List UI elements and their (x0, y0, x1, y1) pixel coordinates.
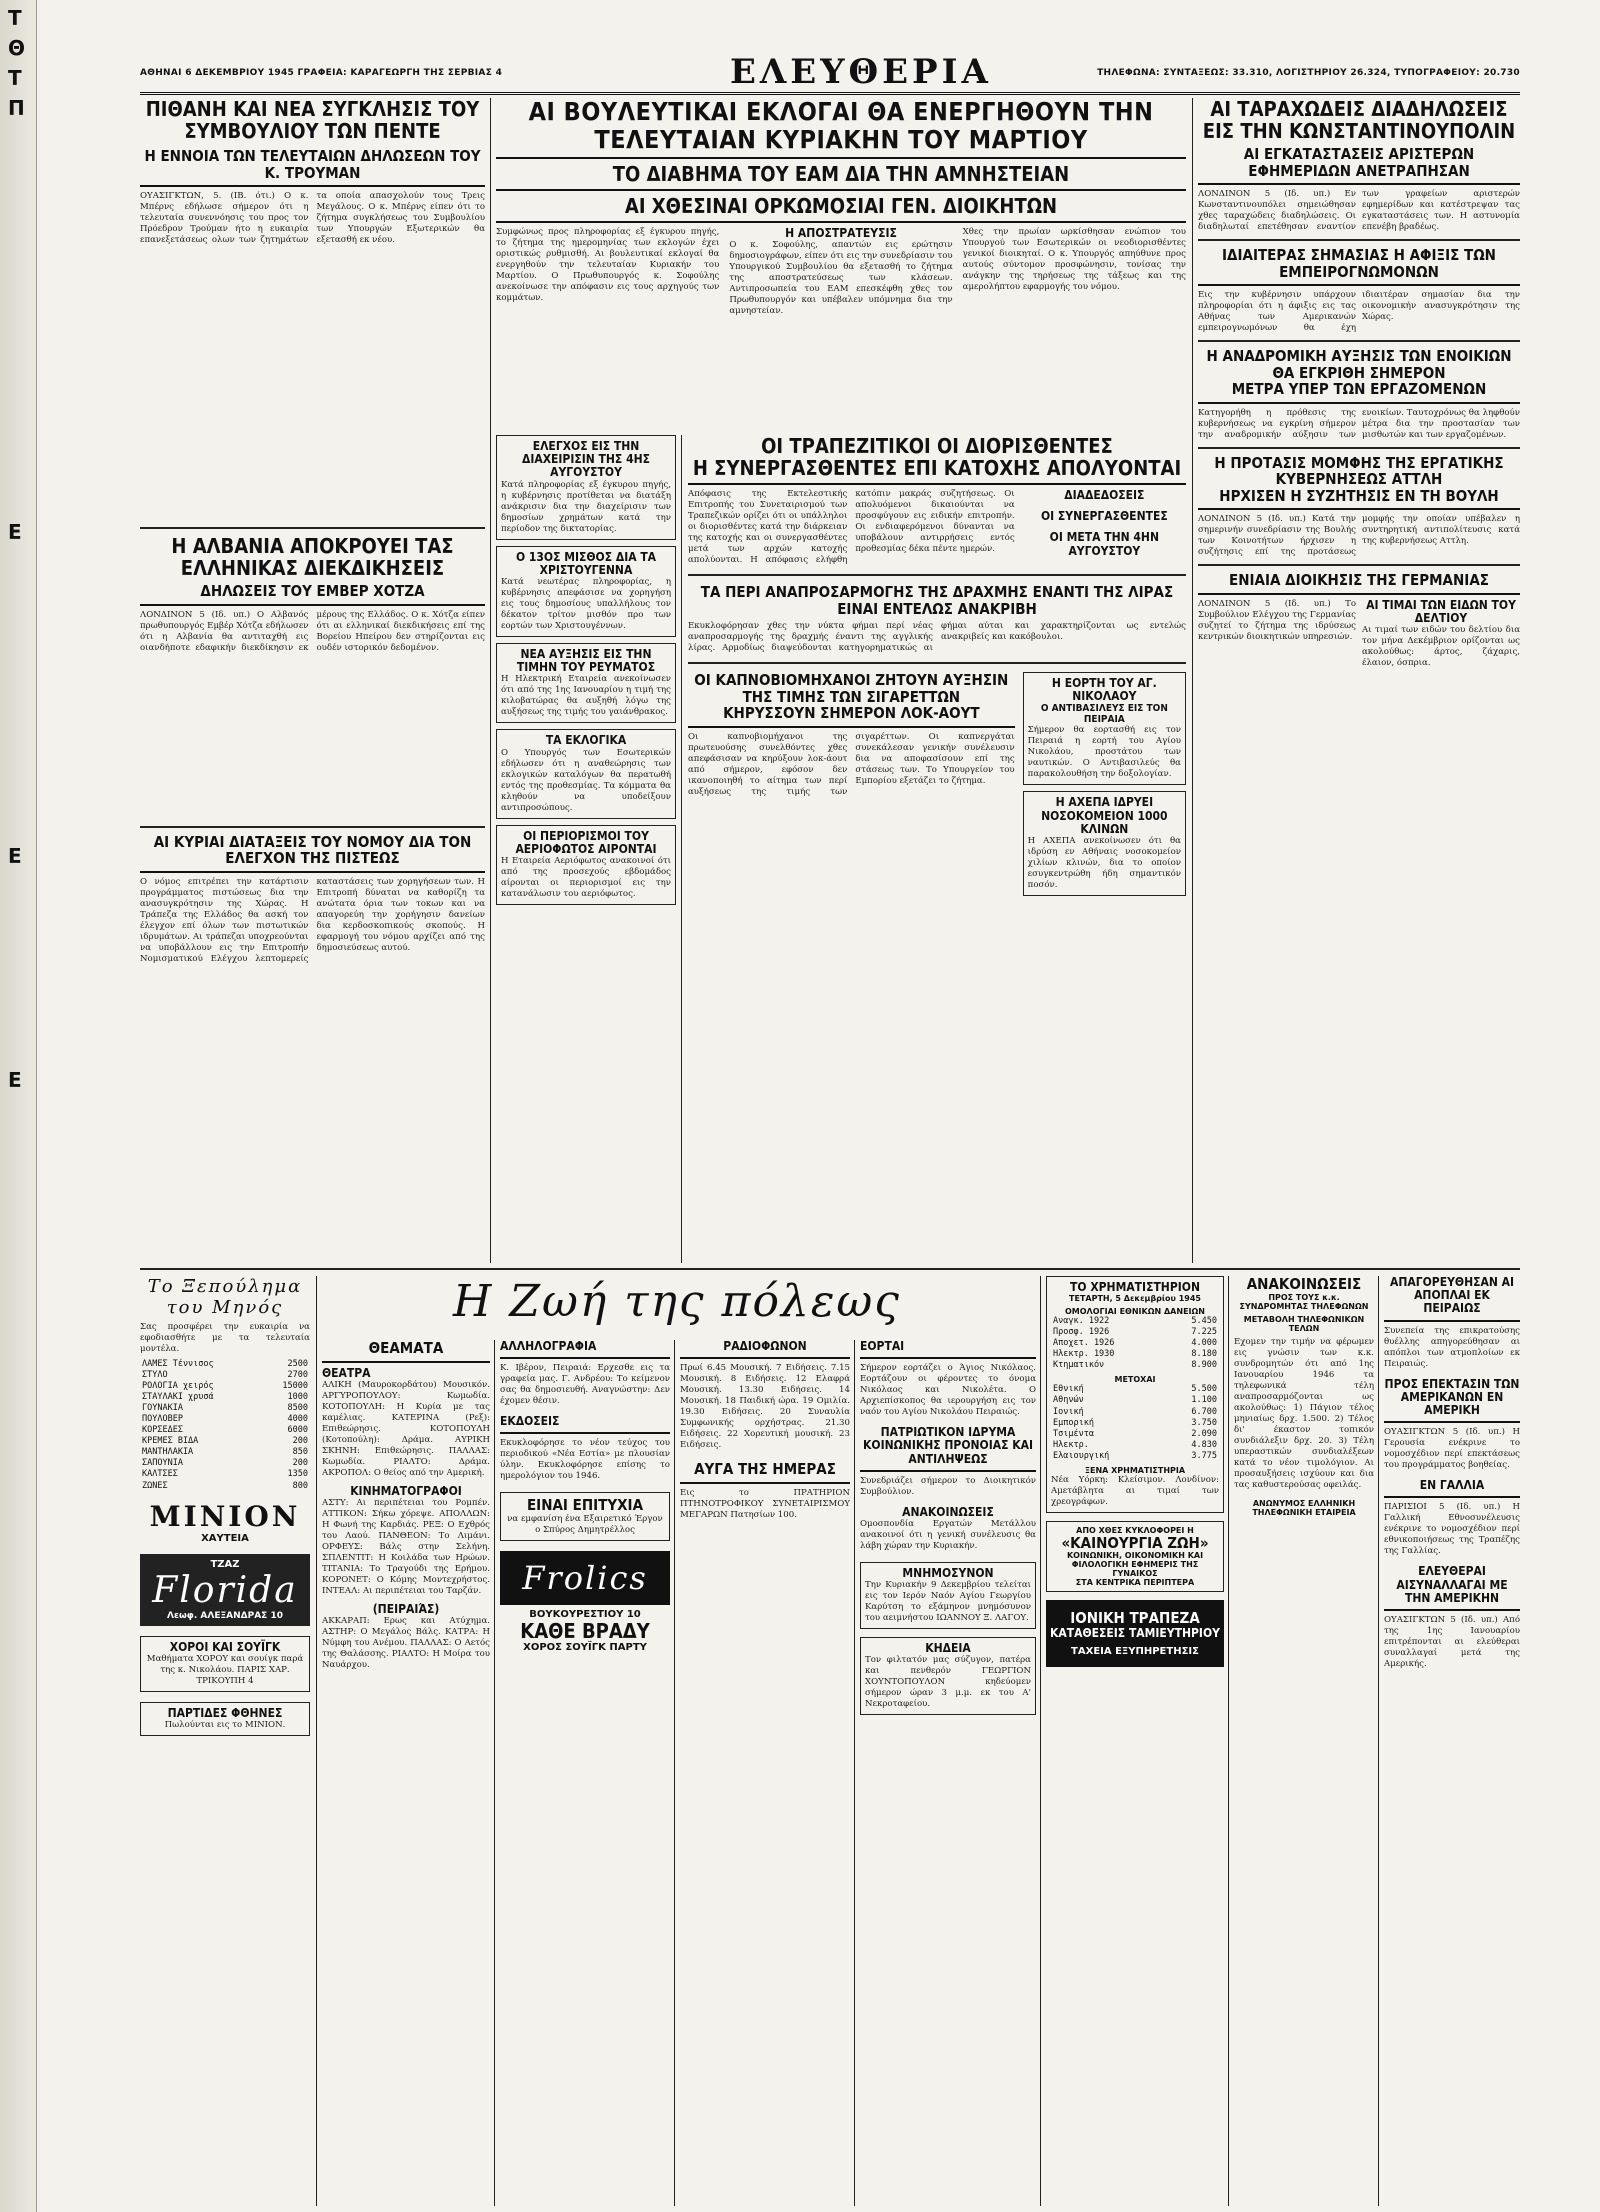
strip-letter: Ε (8, 1068, 22, 1092)
divider (140, 826, 485, 828)
column-rule (494, 1340, 495, 2206)
women-paper-title: «ΚΑΙΝΟΥΡΓΙΑ ΖΩΗ» (1061, 1533, 1209, 1552)
divider (688, 574, 1186, 576)
telephone-company: ΑΝΩΝΥΜΟΣ ΕΛΛΗΝΙΚΗ ΤΗΛΕΦΩΝΙΚΗ ΕΤΑΙΡΕΙΑ (1252, 1498, 1356, 1517)
share-row-label: Ηλεκτρ. (1053, 1439, 1089, 1450)
article-tobacco: Οι καπνοβιομήχανοι της πρωτευούσης συνελθόντες χθες απεφάσισαν να κηρύξουν λοκ-άουτ από σήμερον, εφόσον δεν ικανοποιηθή το αίτημα των περί αυξήσεως της τιμής των σιγαρέττων. Οι καπνεργάται συνεκάλεσαν γενικήν συνέλευσιν δια να αποφασίσουν επί της στάσεως των. Το Υπουργείον του Εμπορίου εξετάζει το ζήτημα. (688, 731, 1015, 797)
article-piraeus-sailings: Συνεπεία της επικρατούσης θυέλλης απηγορεύθησαν αι απόπλοι των ατμοπλοίων εκ Πειραιώς. (1384, 1325, 1520, 1369)
price-row-label: ΛΑΜΕΣ Τέννισος (142, 1359, 214, 1369)
bonds-heading: ΟΜΟΛΟΓΙΑΙ ΕΘΝΙΚΩΝ ΔΑΝΕΙΩΝ (1064, 1307, 1205, 1317)
dance-lessons-text: Μαθήματα ΧΟΡΟΥ και σουίγκ παρά της κ. Νικολάου. ΠΑΡΙΣ ΧΑΡ. ΤΡΙΚΟΥΠΗ 4 (146, 1653, 304, 1686)
article-albania: ΛΟΝΔΙΝΟΝ 5 (Ιδ. υπ.) Ο Αλβανός πρωθυπουργός Εμβέρ Χότζα εδήλωσεν ότι η Αλβανία θα αντιταχθή εις οιανδήποτε εδαφικήν διεκδίκησιν εκ μέρους της Ελλάδος. Ο κ. Χότζα είπεν ότι αι ελληνικαί διεκδικήσεις επί της Βορείου Ηπείρου δεν στηρίζονται εις ουδέν ιστορικόν δεδομένον. (140, 609, 485, 653)
radio-schedule: Πρωί 6.45 Μουσική. 7 Ειδήσεις. 7.15 Μουσική. 8 Ειδήσεις. 12 Ελαφρά Μουσική. 13.30 Ειδήσεις. 14 Μουσική. 18 Παιδική ώρα. 19 Ομιλία. 19.30 Ειδήσεις. 20 Συναυλία Συμφωνικής ορχήστρας. 21.30 Ειδήσεις. 22 Χορευτική μουσική. 23 Ειδήσεις. (680, 1363, 850, 1451)
box-elections-text: Ο Υπουργός των Εσωτερικών εδήλωσεν ότι η αναθεώρησις των εκλογικών καταλόγων θα περατωθή εντός της προθεσμίας. Τα κόμματα θα κληθούν να υποδείξουν αντιπροσώπους. (501, 747, 671, 813)
column-right (1198, 98, 1520, 1263)
article-demobilization: Ο κ. Σοφούλης, απαντών εις ερώτησιν δημοσιογράφων, είπεν ότι εις την συνεδρίασιν του Υπουργικού Συμβουλίου θα εξετασθή το ζήτημα της αποστρατεύσεως των κλάσεων. Αντιπροσωπεία του ΕΑΜ επεσκέφθη χθες τον Πρωθυπουργόν και υπέβαλεν υπόμνημα δια την αμνηστείαν. (729, 240, 953, 317)
masthead (140, 52, 1520, 95)
box-13th-salary-text: Κατά νεωτέρας πληροφορίας, η κυβέρνησις απεφάσισε να χορηγήση εις τους δημοσίους υπαλλήλους τον δέκατον τρίτον μισθόν προ των εορτών των Χριστουγέννων. (501, 576, 671, 631)
price-row-label: ΡΟΛΟΓΙΑ χειρός (142, 1381, 214, 1392)
newspaper-title: ΕΛΕΥΘΕΡΙΑ (730, 52, 992, 92)
success-ad (500, 1492, 670, 1541)
share-row (1051, 1429, 1219, 1440)
subheadline-lockout: ΚΗΡΥΣΣΟΥΝ ΣΗΜΕΡΟΝ ΛΟΚ-ΑΟΥΤ (688, 705, 1015, 728)
memorial-text: Την Κυριακήν 9 Δεκεμβρίου τελείται εις τον Ιερόν Ναόν Αγίου Γεωργίου Καρύτση το εξάμηνον μνημόσυνον του αειμνήστου ΙΩΑΝΝΟΥ Ξ. ΛΑΓΟΥ. (865, 1580, 1031, 1624)
headline-free-trade: ΕΛΕΥΘΕΡΑΙ ΑΙΣΥΝΑΛΛΑΓΑΙ ΜΕ ΤΗΝ ΑΜΕΡΙΚΗΝ (1384, 1565, 1520, 1611)
city-life-title: Η Ζωή της πόλεως (453, 1276, 901, 1327)
shares-table (1051, 1384, 1219, 1461)
dance-lessons-title: ΧΟΡΟΙ ΚΑΙ ΣΟΥΪΓΚ (169, 1639, 281, 1654)
bond-row-label: Αποχετ. 1926 (1053, 1338, 1115, 1349)
theatres-heading: ΘΕΑΤΡΑ (322, 1365, 371, 1380)
price-row-label: ΚΑΛΤΣΕΣ (142, 1469, 178, 1480)
subhead-rumors: ΔΙΑΔΕΔΟΣΕΙΣ (1064, 488, 1145, 502)
subheadline-newspapers: ΑΙ ΕΓΚΑΤΑΣΤΑΣΕΙΣ ΑΡΙΣΤΕΡΩΝ ΕΦΗΜΕΡΙΔΩΝ ΑΝΕΤΡΑΠΗΣΑΝ (1198, 146, 1520, 185)
price-row-value: 200 (292, 1458, 308, 1469)
ionian-bank-ad (1046, 1600, 1224, 1667)
florida-ad (140, 1554, 310, 1626)
minion-sub: ΧΑΥΤΕΙΑ (201, 1532, 249, 1544)
minion-logo: ΜΙΝΙΟΝ (149, 1499, 301, 1533)
price-row-label: ΚΟΡΣΕΔΕΣ (142, 1425, 183, 1436)
column-left (140, 98, 485, 1263)
strip-letter: Τ (8, 6, 22, 30)
holidays-text: Σήμερον εορτάζει ο Άγιος Νικόλαος. Εορτάζουν οι φέροντες το όνομα Νικόλαος και Νικολέτα. Ο Αρχιεπίσκοπος θα ιερουργήση εις τον ναόν του Αγίου Νικολάου Πειραιώς. (860, 1363, 1036, 1418)
bond-row-value: 4.000 (1191, 1338, 1217, 1349)
divider (1198, 564, 1520, 566)
strip-letter: Ε (8, 844, 22, 868)
price-row-label: ΖΩΝΕΣ (142, 1480, 168, 1491)
strip-letter: Π (8, 96, 25, 120)
sale-intro: Σας προσφέρει την ευκαιρία να εφοδιασθήτε με τα τελευταία μοντέλα. (140, 1322, 310, 1354)
stock-exchange-date: ΤΕΤΑΡΤΗ, 5 Δεκεμβρίου 1945 (1069, 1294, 1201, 1304)
memorial-title: ΜΝΗΜΟΣΥΝΟΝ (902, 1565, 994, 1580)
stock-exchange-column (1046, 1276, 1224, 2206)
foundation-title: ΠΑΤΡΙΩΤΙΚΟΝ ΙΔΡΥΜΑ ΚΟΙΝΩΝΙΚΗΣ ΠΡΟΝΟΙΑΣ ΚΑΙ ΑΝΤΙΛΗΨΕΩΣ (860, 1426, 1036, 1472)
theatres-list: ΑΛΙΚΗ (Μαυροκορδάτου) Μουσικόν. ΑΡΓΥΡΟΠΟΥΛΟΥ: Κωμωδία. ΚΟΤΟΠΟΥΛΗ: Η Κυρία με τας καμέλιας. ΚΑΤΕΡΙΝΑ (Ρεξ): Επιθεώρησις. ΚΟΤΟΠΟΥΛΗ (Κοτοπούλη): Δράμα. ΑΥΡΙΚΗ ΣΚΗΝΗ: Επιθεώρησις. ΠΑΛΛΑΣ: Κωμωδία. ΡΙΑΛΤΟ: Δράμα. ΑΚΡΟΠΟΛ: Ο θείος από την Αμερική. (322, 1379, 490, 1478)
subheadline-workers: ΜΕΤΡΑ ΥΠΕΡ ΤΩΝ ΕΡΓΑΖΟΜΕΝΩΝ (1198, 381, 1520, 404)
price-list (140, 1359, 310, 1492)
article-elections: Συμφώνως προς πληροφορίας εξ έγκυρου πηγής, το ζήτημα της ημερομηνίας των εκλογών έχει οριστικώς ρυθμισθή. Αι βουλευτικαί εκλογαί θα ενεργηθούν την τελευταίαν Κυριακήν του Μαρτίου. Ο Πρωθυπουργός κ. Σοφούλης ανεκοίνωσε την απόφασιν εις τους αρχηγούς των κομμάτων. (496, 227, 720, 303)
page-divider (140, 1268, 1520, 1270)
frolics-ad (500, 1551, 670, 1605)
telephone-announcement-column (1234, 1276, 1374, 2206)
article-bank-employees: Απόφασις της Εκτελεστικής Επιτροπής του Συνεταιρισμού των Τραπεζικών ορίζει ότι οι υπάλληλοι οι διορισθέντες κατά την διάρκειαν της κατοχής και οι συνεργασθέντες μετά των αρχών κατοχής απολύονται. Η απόφασις ελήφθη κατόπιν μακράς συζητήσεως. Οι απολυόμενοι δικαιούνται να προσφύγουν εις ειδικήν επιτροπήν. Οι ενδιαφερόμενοι δύνανται να υποβάλουν αντιρρήσεις εντός προθεσμίας δέκα πέντε ημερών. (688, 489, 1015, 565)
box-ahepa-title: Η ΑΧΕΠΑ ΙΔΡΥΕΙ ΝΟΣΟΚΟΜΕΙΟΝ 1000 ΚΛΙΝΩΝ (1041, 795, 1168, 836)
price-row-value: 1350 (287, 1469, 308, 1480)
price-row-value: 2500 (287, 1359, 308, 1369)
share-row-value: 1.100 (1191, 1395, 1217, 1406)
correspondence-column (500, 1340, 670, 2206)
ionian-bank-title: ΙΟΝΙΚΗ ΤΡΑΠΕΖΑ (1070, 1609, 1200, 1628)
column-center-top (496, 98, 1186, 428)
publications-text: Εκυκλοφόρησε το νέον τεύχος του περιοδικού «Νέα Εστία» με πλουσίαν ύλην. Εκυκλοφόρησε επίσης το ημερολόγιον του 1946. (500, 1438, 670, 1482)
holidays-column (860, 1340, 1036, 2206)
share-row-label: Αθηνών (1053, 1395, 1084, 1406)
ionian-bank-footer: ΤΑΧΕΙΑ ΕΞΥΠΗΡΕΤΗΣΙΣ (1071, 1645, 1199, 1657)
women-paper-desc: ΚΟΙΝΩΝΙΚΗ, ΟΙΚΟΝΟΜΙΚΗ ΚΑΙ ΦΙΛΟΛΟΓΙΚΗ ΕΦΗΜΕΡΙΣ ΤΗΣ ΓΥΝΑΙΚΟΣ (1066, 1551, 1204, 1579)
column-center-boxes (496, 435, 676, 1263)
article-france: ΠΑΡΙΣΙΟΙ 5 (Ιδ. υπ.) Η Γαλλική Εθνοσυνέλευσις ενέκρινε το νομοσχέδιον περί εθνικοποιήσεως της Τραπέζης της Γαλλίας. (1384, 1502, 1520, 1557)
box-13th-salary-title: Ο 13ΟΣ ΜΙΣΘΟΣ ΔΙΑ ΤΑ ΧΡΙΣΤΟΥΓΕΝΝΑ (515, 549, 657, 577)
share-row-value: 3.750 (1191, 1417, 1217, 1428)
price-row-value: 850 (292, 1447, 308, 1458)
headline-attlee: Η ΠΡΟΤΑΣΙΣ ΜΟΜΦΗΣ ΤΗΣ ΕΡΓΑΤΙΚΗΣ ΚΥΒΕΡΝΗΣΕΩΣ ΑΤΤΛΗ (1214, 453, 1504, 488)
headline-experts: ΙΔΙΑΙΤΕΡΑΣ ΣΗΜΑΣΙΑΣ Η ΑΦΙΞΙΣ ΤΩΝ ΕΜΠΕΙΡΟΓΝΩΜΟΝΩΝ (1198, 247, 1520, 286)
article-ration-prices: Αι τιμαί των ειδών του δελτίου δια τον μήνα Δεκέμβριον ορίζονται ως ακολούθως: άρτος, ζάχαρις, έλαιον, όσπρια. (1362, 624, 1520, 668)
box-gas-title: ΟΙ ΠΕΡΙΟΡΙΣΜΟΙ ΤΟΥ ΑΕΡΙΟΦΩΤΟΣ ΑΙΡΟΝΤΑΙ (515, 828, 657, 856)
share-row (1051, 1440, 1219, 1451)
share-row (1051, 1384, 1219, 1395)
subhead-after-4th-august: ΟΙ ΜΕΤΑ ΤΗΝ 4ΗΝ ΑΥΓΟΥΣΤΟΥ (1049, 530, 1159, 558)
bond-row (1051, 1338, 1219, 1349)
column-rule (490, 98, 491, 1263)
box-gas (496, 825, 676, 905)
page-fold-strip (0, 0, 37, 2212)
bond-row-value: 8.900 (1191, 1360, 1217, 1371)
subheadline-hoxha: ΔΗΛΩΣΕΙΣ ΤΟΥ ΕΜΒΕΡ ΧΟΤΖΑ (140, 583, 485, 606)
cinemas-heading: ΚΙΝΗΜΑΤΟΓΡΑΦΟΙ (350, 1483, 462, 1498)
box-saint-nicholas-sub: Ο ΑΝΤΙΒΑΣΙΛΕΥΣ ΕΙΣ ΤΟΝ ΠΕΙΡΑΙΑ (1040, 703, 1168, 726)
florida-address: Λεωφ. ΑΛΕΞΑΝΔΡΑΣ 10 (167, 1610, 283, 1621)
share-row (1051, 1451, 1219, 1462)
share-row-value: 2.090 (1191, 1428, 1217, 1439)
bond-row-value: 5.450 (1191, 1316, 1217, 1327)
bond-row (1051, 1360, 1219, 1371)
price-row (140, 1436, 310, 1447)
funeral-text: Τον φιλτατόν μας σύζυγον, πατέρα και πενθερόν ΓΕΩΡΓΙΟΝ ΧΟΥΝΤΟΠΟΥΛΟΝ κηδεύομεν σήμερον ώραν 3 μ.μ. εκ του Α' Νεκροταφείου. (865, 1655, 1031, 1710)
telephone-announcement-sub2: ΜΕΤΑΒΟΛΗ ΤΗΛΕΦΩΝΙΚΩΝ ΤΕΛΩΝ (1243, 1314, 1365, 1333)
headline-eam-amnesty: ΤΟ ΔΙΑΒΗΜΑ ΤΟΥ ΕΑΜ ΔΙΑ ΤΗΝ ΑΜΝΗΣΤΕΙΑΝ (496, 163, 1186, 191)
column-rule (1228, 1276, 1229, 2206)
column-rule (1040, 1276, 1041, 2206)
subheadline-parliament: ΗΡΧΙΣΕΝ Η ΣΥΖΗΤΗΣΙΣ ΕΝ ΤΗ ΒΟΥΛΗ (1198, 488, 1520, 511)
article-free-trade: ΟΥΑΣΙΓΚΤΩΝ 5 (Ιδ. υπ.) Από της 1ης Ιανουαρίου επιτρέπονται αι ελεύθεραι συναλλαγαί μετά της Αμερικής. (1384, 1614, 1520, 1669)
bond-row-label: Ηλεκτρ. 1930 (1053, 1349, 1115, 1360)
price-row-label: ΠΟΥΛΟΒΕΡ (142, 1414, 183, 1425)
article-experts: Εις την κυβέρνησιν υπάρχουν πληροφορίαι ότι η άφιξις εις τας Αθήνας των Αμερικανών εμπειρογνωμόνων θα έχη ιδιαιτέραν σημασίαν δια την οικονομικήν ανασυγκρότησιν της Χώρας. (1198, 290, 1520, 333)
box-13th-salary (496, 546, 676, 637)
price-row (140, 1414, 310, 1425)
radio-column (680, 1340, 850, 2206)
correspondence-text: Κ. Ιβέρον, Πειραιά: Ερχεσθε εις τα γραφεία μας. Γ. Ανδρέου: Το κείμενον σας θα δημοσιευθή. Αναγνώστην: Δεν έχομεν θέσιν. (500, 1363, 670, 1407)
price-row (140, 1458, 310, 1469)
divider (688, 662, 1186, 664)
price-row-label: ΚΡΕΜΕΣ ΒΙΔΑ (142, 1436, 199, 1447)
holidays-title: ΕΟΡΤΑΙ (860, 1340, 1036, 1359)
piraeus-heading: (ΠΕΙΡΑΙΆΣ) (372, 1601, 440, 1616)
strip-letter: Θ (8, 36, 26, 60)
headline-council-of-five: ΠΙΘΑΝΗ ΚΑΙ ΝΕΑ ΣΥΓΚΛΗΣΙΣ ΤΟΥ ΣΥΜΒΟΥΛΙΟΥ ΤΩΝ ΠΕΝΤΕ (145, 98, 480, 143)
bond-row-value: 7.225 (1191, 1327, 1217, 1338)
subhead-demobilization: Η ΑΠΟΣΤΡΑΤΕΥΣΙΣ (785, 226, 897, 240)
telephone-announcement-text: Εχομεν την τιμήν να φέρωμεν εις γνώσιν των κ.κ. συνδρομητών ότι από 1ης Ιανουαρίου 1946 τα τηλεφωνικά τέλη αναπροσαρμόζονται ως ακολούθως: 1) Πάγιον τέλος μηνιαίως δρχ. 1.500. 2) Τέλος δι' έκαστον τοπικόν συνδιάλεξιν δρχ. 20. 3) Τέλη υπεραστικών συνδιαλέξεων κατά το νέον τιμολόγιον. Αι προσαυξήσεις ισχύουν και δια τας καθυστερούσας οφειλάς. (1234, 1336, 1374, 1490)
box-electricity-title: ΝΕΑ ΑΥΞΗΣΙΣ ΕΙΣ ΤΗΝ ΤΙΜΗΝ ΤΟΥ ΡΕΥΜΑΤΟΣ (516, 646, 656, 675)
price-row-label: ΣΤΥΛΟ (142, 1370, 168, 1381)
article-attlee: ΛΟΝΔΙΝΟΝ 5 (Ιδ. υπ.) Κατά την σημερινήν συνεδρίασιν της Βουλής των Κοινοτήτων ήρχισεν η συζήτησις επί της προτάσεως μομφής την οποίαν υπέβαλεν η συντηρητική αντιπολίτευσις κατά της κυβερνήσεως Αττλη. (1198, 514, 1520, 557)
headline-ration-prices: ΑΙ ΤΙΜΑΙ ΤΩΝ ΕΙΔΩΝ ΤΟΥ ΔΕΛΤΙΟΥ (1366, 597, 1516, 625)
price-row (140, 1469, 310, 1480)
box-audit-title: ΕΛΕΓΧΟΣ ΕΙΣ ΤΗΝ ΔΙΑΧΕΙΡΙΣΙΝ ΤΗΣ 4ΗΣ ΑΥΓΟΥΣΤΟΥ (521, 439, 650, 480)
box-saint-nicholas-title: Η ΕΟΡΤΗ ΤΟΥ ΑΓ. ΝΙΚΟΛΑΟΥ (1051, 676, 1157, 704)
masthead-date-address: ΑΘΗΝΑΙ 6 ΔΕΚΕΜΒΡΙΟΥ 1945 ΓΡΑΦΕΙΑ: ΚΑΡΑΓΕΩΡΓΗ ΤΗΣ ΣΕΡΒΙΑΣ 4 (140, 68, 503, 78)
column-rule (681, 435, 682, 1263)
frolics-logo: Frolics (522, 1558, 648, 1597)
subheadline-collaborators: Η ΣΥΝΕΡΓΑΣΘΕΝΤΕΣ ΕΠΙ ΚΑΤΟΧΗΣ ΑΠΟΛΥΟΝΤΑΙ (688, 457, 1186, 485)
price-row-value: 800 (292, 1480, 308, 1491)
price-row-label: ΣΤΑΥΛΑΚΙ χρυσά (142, 1392, 214, 1403)
box-elections (496, 729, 676, 818)
eggs-text: Εις το ΠΡΑΤΗΡΙΟΝ ΠΤΗΝΟΤΡΟΦΙΚΟΥ ΣΥΝΕΤΑΙΡΙΣΜΟΥ ΜΕΓΑΡΩΝ Πατησίων 100. (680, 1487, 850, 1520)
headline-albania: Η ΑΛΒΑΝΙΑ ΑΠΟΚΡΟΥΕΙ ΤΑΣ ΕΛΛΗΝΙΚΑΣ ΔΙΕΚΔΙΚΗΣΕΙΣ (171, 534, 454, 580)
headline-piraeus-sailings: ΑΠΑΓΟΡΕΥΘΗΣΑΝ ΑΙ ΑΠΟΠΛΑΙ ΕΚ ΠΕΙΡΑΙΩΣ (1384, 1276, 1520, 1322)
column-rule (854, 1340, 855, 2206)
bond-row-label: Αναγκ. 1922 (1053, 1316, 1110, 1327)
foreign-exchanges-heading: ΞΕΝΑ ΧΡΗΜΑΤΙΣΤΗΡΙΑ (1084, 1465, 1186, 1475)
women-paper-pre: ΑΠΟ ΧΘΕΣ ΚΥΚΛΟΦΟΡΕΙ Η (1076, 1525, 1194, 1535)
ads-column (140, 1276, 310, 2206)
strip-letter: Ε (8, 520, 22, 544)
foundation-text: Συνεδριάζει σήμερον το Διοικητικόν Συμβούλιον. (860, 1475, 1036, 1497)
price-row (140, 1481, 310, 1492)
entertainment-title: ΘΕΑΜΑΤΑ (322, 1340, 490, 1363)
announcements-text: Ομοσπονδία Εργατών Μετάλλου ανακοινοί ότι η γενική συνέλευσις θα λάβη χώραν την Κυριακήν. (860, 1518, 1036, 1551)
price-row (140, 1359, 310, 1370)
cinemas-list: ΑΣΤΥ: Αι περιπέτειαι του Ρομπέν. ΑΤΤΙΚΟΝ: Σήκω χόρεψε. ΑΠΟΛΛΩΝ: Η Φωνή της Καρδιάς. ΡΕΞ: Ο Εχθρός του Λαού. ΠΑΝΘΕΟΝ: Το Λιμάνι. ΟΡΦΕΥΣ: Βάλς στην Σελήνη. ΣΠΛΕΝΤΙΤ: Η Κοιλάδα των Ηρώων. ΤΙΤΑΝΙΑ: Το Τραγούδι της Ερήμου. ΚΟΡΟΝΕΤ: Ο Κόμης Μοντεχρήστος. ΙΝΤΕΑΛ: Αι περιπέτειαι του Ταρζάν. (322, 1497, 490, 1596)
box-saint-nicholas (1023, 672, 1186, 785)
eggs-title: ΑΥΓΑ ΤΗΣ ΗΜΕΡΑΣ (680, 1461, 850, 1484)
bond-row-value: 8.180 (1191, 1349, 1217, 1360)
stock-exchange-title: ΤΟ ΧΡΗΜΑΤΙΣΤΗΡΙΟΝ (1070, 1280, 1200, 1294)
foreign-exchanges-text: Νέα Υόρκη: Κλείσιμον. Λονδίνον: Αμετάβλητα αι τιμαί των χρεογράφων. (1051, 1474, 1219, 1507)
florida-top: ΤΖΑΖ (210, 1558, 240, 1570)
headline-americans: ΠΡΟΣ ΕΠΕΚΤΑΣΙΝ ΤΩΝ ΑΜΕΡΙΚΑΝΩΝ ΕΝ ΑΜΕΡΙΚΗ (1384, 1378, 1520, 1424)
headline-germany: ΕΝΙΑΙΑ ΔΙΟΙΚΗΣΙΣ ΤΗΣ ΓΕΡΜΑΝΙΑΣ (1198, 572, 1520, 595)
publications-title: ΕΚΔΟΣΕΙΣ (500, 1415, 670, 1434)
shares-heading: ΜΕΤΟΧΑΙ (1114, 1375, 1156, 1385)
share-row (1051, 1407, 1219, 1418)
frolics-swing-party: ΧΟΡΟΣ ΣΟΥΪΓΚ ΠΑΡΤΥ (523, 1641, 647, 1653)
share-row-value: 6.700 (1191, 1406, 1217, 1417)
bonds-table (1051, 1316, 1219, 1371)
bond-row (1051, 1327, 1219, 1338)
cheap-lots-title: ΠΑΡΤΙΔΕΣ ΦΘΗΝΕΣ (167, 1705, 283, 1720)
subhead-collaborators: ΟΙ ΣΥΝΕΡΓΑΣΘΕΝΤΕΣ (1040, 509, 1168, 524)
headline-bank-employees: ΟΙ ΤΡΑΠΕΖΙΤΙΚΟΙ ΟΙ ΔΙΟΡΙΣΘΕΝΤΕΣ (761, 435, 1113, 458)
box-saint-nicholas-text: Σήμερον θα εορτασθή εις τον Πειραιά η εορτή του Αγίου Νικολάου, προστάτου των ναυτικών. Ο Αντιβασιλεύς θα παρακολουθήση την δοξολογίαν. (1027, 725, 1181, 780)
article-drachma: Εκυκλοφόρησαν χθες την νύκτα φήμαι περί νέας αναπροσαρμογής της δραχμής έναντι της αγγλικής λίρας. Αρμοδίως διαψεύδονται κατηγορηματικώς αι φήμαι αύται και χαρακτηρίζονται ως εντελώς ανακριβείς και κακόβουλοι. (688, 621, 1186, 653)
sale-title: Το Ξεπούλημα του Μηνός (147, 1276, 303, 1318)
correspondence-title: ΑΛΛΗΛΟΓΡΑΦΙΑ (500, 1340, 670, 1359)
headline-drachma: ΤΑ ΠΕΡΙ ΑΝΑΠΡΟΣΑΡΜΟΓΗΣ ΤΗΣ ΔΡΑΧΜΗΣ ΕΝΑΝΤΙ ΤΗΣ ΛΙΡΑΣ ΕΙΝΑΙ ΕΝΤΕΛΩΣ ΑΝΑΚΡΙΒΗ (700, 583, 1174, 618)
headline-credit-law: ΑΙ ΚΥΡΙΑΙ ΔΙΑΤΑΞΕΙΣ ΤΟΥ ΝΟΜΟΥ ΔΙΑ ΤΟΝ ΕΛΕΓΧΟΝ ΤΗΣ ΠΙΣΤΕΩΣ (140, 834, 485, 873)
article-istanbul: ΛΟΝΔΙΝΟΝ 5 (Ιδ. υπ.) Εν Κωνσταντινουπόλει σημειώθησαν χθες ταραχώδεις διαδηλώσεις. Οι διαδηλωταί επετέθησαν εναντίον των γραφείων αριστερών εφημερίδων και κατέστρεψαν τας εγκαταστάσεις των. Η αστυνομία επενέβη βραδέως. (1198, 189, 1520, 232)
cheap-lots-ad (140, 1702, 310, 1736)
price-row (140, 1381, 310, 1392)
article-americans: ΟΥΑΣΙΓΚΤΩΝ 5 (Ιδ. υπ.) Η Γερουσία ενέκρινε το νομοσχέδιον περί επεκτάσεως του προγράμματος βοηθείας. (1384, 1427, 1520, 1471)
price-row (140, 1403, 310, 1414)
price-row-value: 1000 (287, 1392, 308, 1403)
share-row-label: Ελαιουργική (1053, 1450, 1110, 1461)
share-row (1051, 1395, 1219, 1406)
success-ad-title: ΕΙΝΑΙ ΕΠΙΤΥΧΙΑ (526, 1496, 644, 1515)
box-audit (496, 435, 676, 540)
divider (1198, 447, 1520, 449)
entertainment-column (322, 1340, 490, 2206)
bond-row (1051, 1349, 1219, 1360)
price-row-value: 4000 (287, 1414, 308, 1425)
headline-istanbul: ΑΙ ΤΑΡΑΧΩΔΕΙΣ ΔΙΑΔΗΛΩΣΕΙΣ ΕΙΣ ΤΗΝ ΚΩΝΣΤΑΝΤΙΝΟΥΠΟΛΙΝ (1202, 98, 1516, 143)
article-council-of-five: ΟΥΑΣΙΓΚΤΩΝ, 5. (ΙΒ. ότι.) Ο κ. Μπέρνς εδήλωσε σήμερον ότι η τελευταία συνεννόησις του προς τον Πρόεδρον Τρούμαν ήτο η ευκαιρία επανεξετάσεως ολων των ζητημάτων τα οποία απασχολούν τους Τρεις Μεγάλους. Ο κ. Μπέρνς είπεν ότι το ζήτημα συγκλήσεως του Συμβουλίου των Υπουργών Εξωτερικών θα εξετασθή εκ νέου. (140, 191, 485, 245)
price-row-value: 2700 (287, 1370, 308, 1381)
share-row-value: 5.500 (1191, 1384, 1217, 1395)
box-elections-title: ΤΑ ΕΚΛΟΓΙΚΑ (545, 733, 627, 748)
subheadline-truman: Η ΕΝΝΟΙΑ ΤΩΝ ΤΕΛΕΥΤΑΙΩΝ ΔΗΛΩΣΕΩΝ ΤΟΥ Κ. ΤΡΟΥΜΑΝ (140, 148, 485, 187)
funeral-box (860, 1637, 1036, 1715)
dance-lessons-ad (140, 1636, 310, 1692)
price-row-label: ΣΑΠΟΥΝΙΑ (142, 1458, 183, 1469)
share-row-label: Εμπορική (1053, 1417, 1094, 1428)
headline-france: ΕΝ ΓΑΛΛΙΑ (1384, 1479, 1520, 1498)
bond-row (1051, 1316, 1219, 1327)
divider (1198, 239, 1520, 241)
cheap-lots-text: Πωλούνται εις το ΜΙΝΙΟΝ. (164, 1719, 286, 1730)
frolics-address: ΒΟΥΚΟΥΡΕΣΤΙΟΥ 10 (529, 1608, 641, 1620)
headline-governors-oath: ΑΙ ΧΘΕΣΙΝΑΙ ΟΡΚΩΜΟΣΙΑΙ ΓΕΝ. ΔΙΟΙΚΗΤΩΝ (496, 195, 1186, 223)
masthead-phones: ΤΗΛΕΦΩΝΑ: ΣΥΝΤΑΞΕΩΣ: 33.310, ΛΟΓΙΣΤΗΡΙΟΥ 26.324, ΤΥΠΟΓΡΑΦΕΙΟΥ: 20.730 (1097, 68, 1520, 78)
box-ahepa-text: Η ΑΧΕΠΑ ανεκοίνωσεν ότι θα ιδρύση εν Αθήναις νοσοκομείον χιλίων κλινών, δια το οποίον εσυγκεντρώθη ήδη σημαντικόν ποσόν. (1027, 835, 1181, 890)
headline-rents: Η ΑΝΑΔΡΟΜΙΚΗ ΑΥΞΗΣΙΣ ΤΩΝ ΕΝΟΙΚΙΩΝ ΘΑ ΕΓΚΡΙΘΗ ΣΗΜΕΡΟΝ (1206, 347, 1512, 382)
headline-elections: ΑΙ ΒΟΥΛΕΥΤΙΚΑΙ ΕΚΛΟΓΑΙ ΘΑ ΕΝΕΡΓΗΘΟΥΝ ΤΗΝ ΤΕΛΕΥΤΑΙΑΝ ΚΥΡΙΑΚΗΝ ΤΟΥ ΜΑΡΤΙΟΥ (496, 98, 1186, 159)
price-row-value: 8500 (287, 1403, 308, 1414)
share-row-label: Ιονική (1053, 1406, 1084, 1417)
column-center-right (688, 435, 1186, 1263)
column-rule (316, 1276, 317, 2206)
price-row (140, 1447, 310, 1458)
column-rule (674, 1340, 675, 2206)
article-germany: ΛΟΝΔΙΝΟΝ 5 (Ιδ. υπ.) Το Συμβούλιον Ελέγχου της Γερμανίας συζητεί το ζήτημα της ιδρύσεως κεντρικών διοικητικών υπηρεσιών. (1198, 598, 1356, 642)
column-rule (1192, 98, 1193, 1263)
share-row-value: 3.775 (1191, 1450, 1217, 1461)
ionian-bank-sub: ΚΑΤΑΘΕΣΕΙΣ ΤΑΜΙΕΥΤΗΡΙΟΥ (1050, 1625, 1220, 1640)
article-governors: Χθες την πρωίαν ωρκίσθησαν ενώπιον του Υπουργού των Εσωτερικών οι νεοδιορισθέντες γενικοί διοικηταί. Ο κ. Υπουργός απηύθυνε προς αυτούς σύντομον προσφώνησιν, τονίσας την ανάγκην της τηρήσεως της τάξεως και της αμερολήπτου εφαρμογής του νόμου. (962, 227, 1186, 292)
telephone-announcement-title: ΑΝΑΚΟΙΝΩΣΕΙΣ (1246, 1276, 1362, 1293)
announcements-title: ΑΝΑΚΟΙΝΩΣΕΙΣ (902, 1504, 994, 1519)
price-row-value: 200 (292, 1436, 308, 1447)
bond-row-label: Κτηματικόν (1053, 1360, 1105, 1371)
strip-letter: Τ (8, 66, 22, 90)
price-row-value: 15000 (282, 1381, 308, 1392)
stock-exchange-box (1046, 1276, 1224, 1513)
box-electricity-text: Η Ηλεκτρική Εταιρεία ανεκοίνωσεν ότι από της 1ης Ιανουαρίου η τιμή της κιλοβατώρας θα αυξηθή λόγω της αυξήσεως της τιμής του γαιάνθρακος. (501, 674, 671, 718)
women-paper-footer: ΣΤΑ ΚΕΝΤΡΙΚΑ ΠΕΡΙΠΤΕΡΑ (1075, 1578, 1195, 1588)
women-paper-ad (1046, 1521, 1224, 1593)
box-electricity (496, 643, 676, 723)
price-row (140, 1425, 310, 1436)
price-row (140, 1392, 310, 1403)
divider (1198, 340, 1520, 342)
price-row-label: ΓΟΥΝΑΚΙΑ (142, 1403, 183, 1414)
telephone-announcement-sub: ΠΡΟΣ ΤΟΥΣ κ.κ. ΣΥΝΔΡΟΜΗΤΑΣ ΤΗΛΕΦΩΝΩΝ (1239, 1292, 1369, 1311)
share-row-label: Τσιμέντα (1053, 1428, 1094, 1439)
bond-row-label: Προσφ. 1926 (1053, 1327, 1110, 1338)
frolics-every-night: ΚΑΘΕ ΒΡΑΔΥ (520, 1618, 650, 1643)
divider (140, 527, 485, 529)
funeral-title: ΚΗΔΕΙΑ (925, 1641, 971, 1656)
box-ahepa (1023, 791, 1186, 896)
box-audit-text: Κατά πληροφορίας εξ έγκυρου πηγής, η κυβέρνησις προτίθεται να διατάξη ανάκρισιν δια την διαχείρισιν των δημοσίων χρημάτων κατά την περίοδον της δικτατορίας. (501, 479, 671, 534)
article-credit-law: Ο νόμος επιτρέπει την κατάρτισιν προγράμματος πιστώσεως δια την ανασυγκρότησιν της Χώρας. Η Τράπεζα της Ελλάδος θα ασκή τον έλεγχον επί όλων των πιστωτικών ιδρυμάτων. Αι τράπεζαι υποχρεούνται να υποβάλλουν εις την Επιτροπήν Νομισματικού Ελέγχου λεπτομερείς καταστάσεις των χορηγήσεων των. Η Επιτροπή δύναται να καθορίζη τα ανώτατα όρια των τοκων και να απαγορεύη την χορήγησιν δανείων δια κερδοσκοπικούς σκοπούς. Η εφαρμογή του νόμου αρχίζει από της δημοσιεύσεως αυτού. (140, 876, 485, 964)
box-gas-text: Η Εταιρεία Αεριόφωτος ανακοινοί ότι από της προσεχούς εβδομάδος αίρονται οι περιορισμοί εις την κατανάλωσιν του αεριόφωτος. (501, 855, 671, 899)
news-continued-column (1384, 1276, 1520, 2206)
column-rule (1378, 1276, 1379, 2206)
headline-tobacco: ΟΙ ΚΑΠΝΟΒΙΟΜΗΧΑΝΟΙ ΖΗΤΟΥΝ ΑΥΞΗΣΙΝ ΤΗΣ ΤΙΜΗΣ ΤΩΝ ΣΙΓΑΡΕΤΤΩΝ (694, 671, 1009, 706)
radio-title: ΡΑΔΙΟΦΩΝΟΝ (680, 1340, 850, 1359)
share-row-label: Εθνική (1053, 1384, 1084, 1395)
price-row (140, 1370, 310, 1381)
price-row-value: 6000 (287, 1425, 308, 1436)
share-row-value: 4.830 (1191, 1439, 1217, 1450)
piraeus-list: ΑΚΚΑΡΑΠ: Ερως και Ατύχημα. ΑΣΤΗΡ: Ο Μεγάλος Βάλς. ΚΑΤΡΑ: Η Νύμφη του Ανέμου. ΠΑΛΛΑΣ: Ο Αετός της Θαλάσσης. ΡΙΑΛΤΟ: Η Μοίρα του Ναυάρχου. (322, 1616, 490, 1671)
success-ad-text: να εμφανίση ένα Εξαιρετικό Έργον ο Σπύρος Δημητρέλλος (507, 1513, 663, 1535)
florida-logo: Florida (152, 1569, 298, 1611)
article-rents: Κατηγορήθη η πρόθεσις της κυβερνήσεως να εγκρίνη σήμερον την αναδρομικήν αύξησιν των ενοικίων. Ταυτοχρόνως θα ληφθούν μέτρα δια την προστασίαν των μισθωτών και των εργαζομένων. (1198, 407, 1520, 440)
price-row-label: ΜΑΝΤΗΛΑΚΙΑ (142, 1447, 194, 1458)
share-row (1051, 1418, 1219, 1429)
memorial-box (860, 1562, 1036, 1629)
